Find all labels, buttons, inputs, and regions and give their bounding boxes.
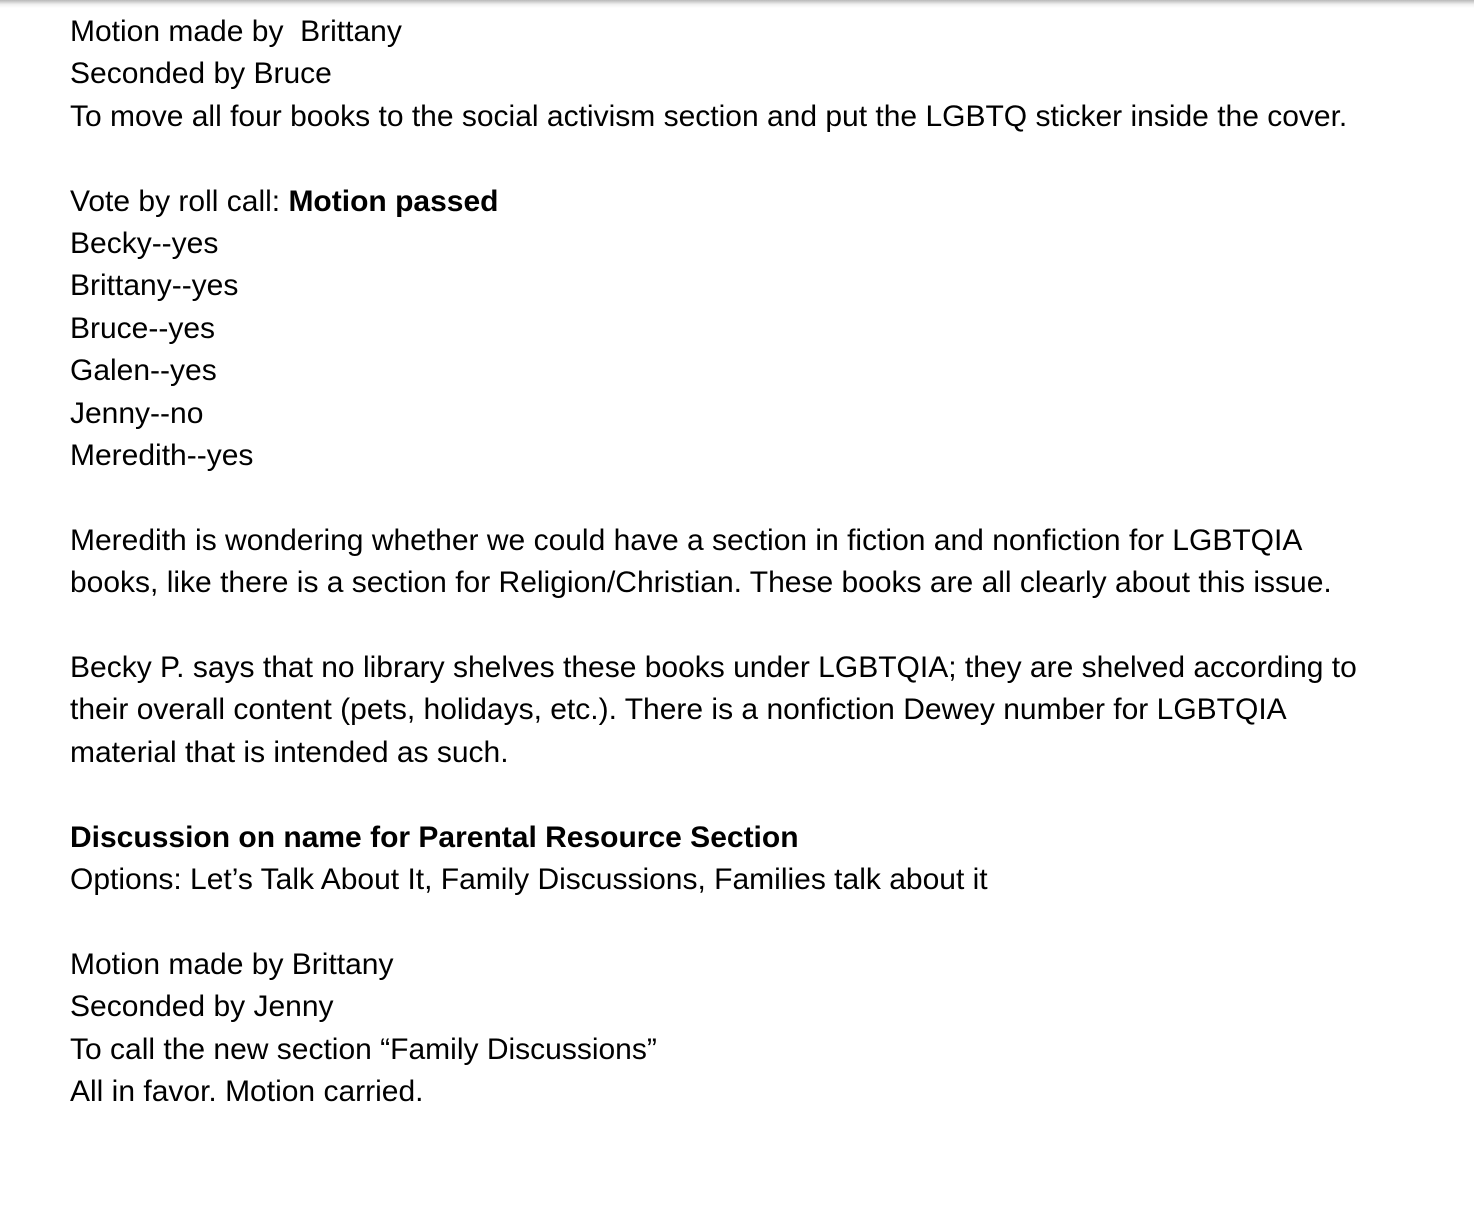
- vote-entry: Jenny--no: [70, 396, 204, 430]
- toolbar-shadow: [0, 0, 1474, 8]
- becky-paragraph: Becky P. says that no library shelves these books under LGBTQIA; they are shelved according to their overall content (pets, holidays, etc.). There is a nonfiction Dewey number for LGBTQIA material that is intended as such.: [70, 651, 1366, 769]
- vote-entry: Meredith--yes: [70, 439, 254, 473]
- discussion-options: Options: Let’s Talk About It, Family Discussions, Families talk about it: [70, 863, 988, 897]
- motion2-seconded-by: Seconded by Jenny: [70, 990, 334, 1024]
- motion1-made-by: Motion made by Brittany: [70, 15, 402, 48]
- vote-entry: Bruce--yes: [70, 311, 216, 345]
- paragraph-gap: [70, 605, 1370, 647]
- vote-entry: Galen--yes: [70, 354, 217, 388]
- paragraph-gap: [70, 477, 1370, 519]
- motion1-text: To move all four books to the social activism section and put the LGBTQ sticker inside the cover.: [70, 99, 1348, 133]
- motion2-text: To call the new section “Family Discussions”: [70, 1032, 657, 1066]
- vote-label: Vote by roll call:: [70, 184, 289, 218]
- vote-result: Motion passed: [288, 184, 499, 218]
- meredith-paragraph: Meredith is wondering whether we could have a section in fiction and nonfiction for LGBTQIA books, like there is a section for Religion/Christian. These books are all clearly about this issue.: [70, 523, 1332, 600]
- document-body: [70, 11, 1370, 1113]
- motion1-seconded-by: Seconded by Bruce: [70, 57, 332, 91]
- motion2-result: All in favor. Motion carried.: [70, 1075, 424, 1109]
- vote-entry: Brittany--yes: [70, 269, 239, 303]
- paragraph-gap: [70, 138, 1370, 180]
- vote-entry: Becky--yes: [70, 227, 219, 261]
- vote-line: [70, 181, 1370, 223]
- discussion-heading: Discussion on name for Parental Resource Section: [70, 820, 799, 854]
- paragraph-gap: [70, 901, 1370, 943]
- paragraph-gap: [70, 774, 1370, 816]
- motion2-made-by: Motion made by Brittany: [70, 947, 394, 981]
